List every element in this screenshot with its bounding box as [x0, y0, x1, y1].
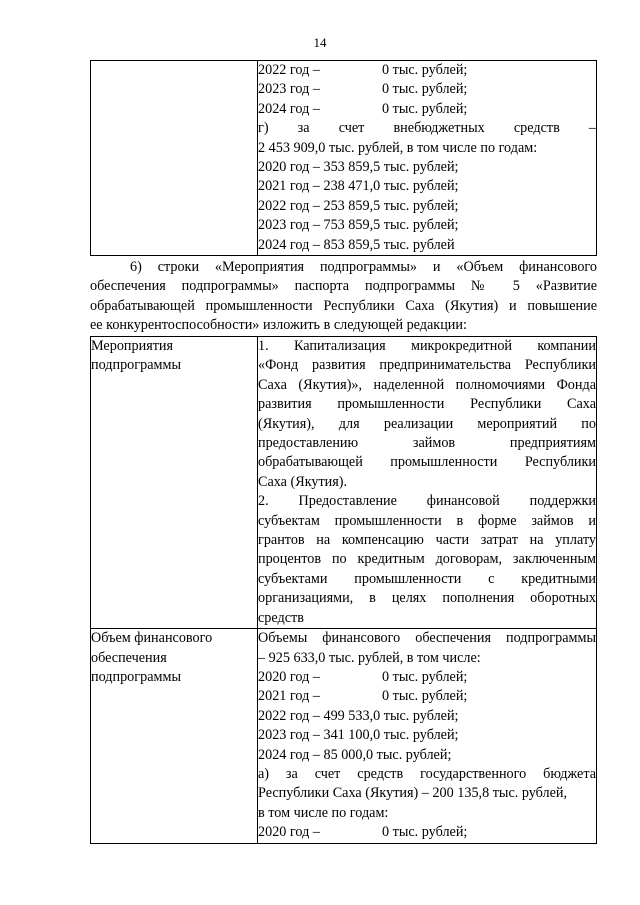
year-line	[258, 668, 596, 687]
label-line: Объем финансового	[91, 630, 213, 647]
activities-label-cell	[91, 337, 258, 629]
text-line: 1. Капитализация микрокредитной компании	[258, 338, 596, 354]
text-line: развития промышленности Республики Саха	[258, 396, 596, 413]
text-line: Республики Саха (Якутия) – 200 135,8 тыс. рублей,	[258, 785, 568, 802]
year-line: 2024 год – 853 859,5 тыс. рублей	[258, 236, 455, 253]
year-line: 2022 год – 499 533,0 тыс. рублей;	[258, 707, 459, 724]
activities-text-cell	[258, 337, 597, 629]
year-amount: 0 тыс. рублей;	[382, 100, 468, 117]
text-line: 2. Предоставление финансовой поддержки	[258, 493, 596, 510]
amendment-paragraph	[90, 258, 597, 336]
table-row	[91, 337, 597, 629]
text-line: Объемы финансового обеспечения подпрограммы	[258, 630, 596, 647]
funding-label-cell	[91, 629, 258, 843]
text-line: обрабатывающей промышленности Республики	[258, 454, 596, 471]
text-line: в том числе по годам:	[258, 804, 389, 821]
funding-text-cell	[258, 629, 597, 843]
year-amount: 0 тыс. рублей;	[382, 824, 468, 841]
text-line: Саха (Якутия)», наделенной полномочиями Фонда	[258, 376, 596, 393]
year-line: 2020 год – 353 859,5 тыс. рублей;	[258, 159, 459, 176]
year-line: 2023 год – 753 859,5 тыс. рублей;	[258, 217, 459, 234]
label-line: обеспечения	[91, 649, 167, 666]
continued-funding-table	[90, 60, 597, 256]
paragraph-line: ее конкурентоспособности» изложить в следующей редакции:	[90, 317, 467, 334]
text-line: субъектами промышленности с кредитными	[258, 570, 596, 587]
year-label: 2021 год –	[258, 688, 320, 705]
year-line: 2022 год – 253 859,5 тыс. рублей;	[258, 197, 459, 214]
year-line	[258, 61, 596, 80]
year-label: 2023 год –	[258, 81, 320, 98]
year-line	[258, 100, 596, 119]
text-line: Саха (Якутия).	[258, 473, 348, 490]
text-line: а) за счет средств государственного бюджета	[258, 765, 596, 782]
paragraph-line: обрабатывающей промышленности Республики Саха (Якутия) и повышение	[90, 297, 597, 314]
year-amount: 0 тыс. рублей;	[382, 62, 468, 78]
text-line: «Фонд развития предпринимательства Республики	[258, 357, 596, 374]
funding-detail-cell	[258, 61, 597, 256]
year-line	[258, 80, 596, 99]
text-line: организациями, в целях пополнения оборотных	[258, 590, 596, 607]
text-line: (Якутия), для реализации мероприятий по	[258, 415, 596, 432]
text-line: процентов по кредитным договорам, заключенным	[258, 551, 596, 568]
subprogram-passport-table	[90, 336, 597, 844]
table-row	[91, 629, 597, 843]
year-amount: 0 тыс. рублей;	[382, 81, 468, 98]
text-line: субъектам промышленности в форме займов и	[258, 512, 596, 529]
text-line: г) за счет внебюджетных средств –	[258, 120, 596, 137]
text-line: – 925 633,0 тыс. рублей, в том числе:	[258, 649, 481, 666]
year-amount: 0 тыс. рублей;	[382, 688, 468, 705]
table-row	[91, 61, 597, 256]
label-line: подпрограммы	[91, 357, 181, 374]
year-label: 2024 год –	[258, 100, 320, 117]
paragraph-line: обеспечения подпрограммы» паспорта подпрограммы № 5 «Развитие	[90, 278, 597, 295]
year-label: 2022 год –	[258, 62, 320, 78]
label-line: подпрограммы	[91, 668, 181, 685]
page-number: 14	[313, 35, 327, 50]
empty-label-cell	[91, 61, 258, 256]
text-line: 2 453 909,0 тыс. рублей, в том числе по годам:	[258, 139, 538, 156]
text-line: средств	[258, 609, 304, 626]
year-line: 2021 год – 238 471,0 тыс. рублей;	[258, 178, 459, 195]
text-line: грантов на компенсацию части затрат на уплату	[258, 532, 596, 549]
year-line: 2024 год – 85 000,0 тыс. рублей;	[258, 746, 452, 763]
label-line: Мероприятия	[91, 338, 174, 354]
year-label: 2020 год –	[258, 824, 320, 841]
year-line	[258, 823, 596, 842]
year-line: 2023 год – 341 100,0 тыс. рублей;	[258, 727, 459, 744]
year-line	[258, 687, 596, 706]
paragraph-line: 6) строки «Мероприятия подпрограммы» и «Объем финансового	[130, 259, 597, 275]
year-amount: 0 тыс. рублей;	[382, 668, 468, 685]
year-label: 2020 год –	[258, 668, 320, 685]
text-line: предоставлению займов предприятиям	[258, 435, 596, 452]
